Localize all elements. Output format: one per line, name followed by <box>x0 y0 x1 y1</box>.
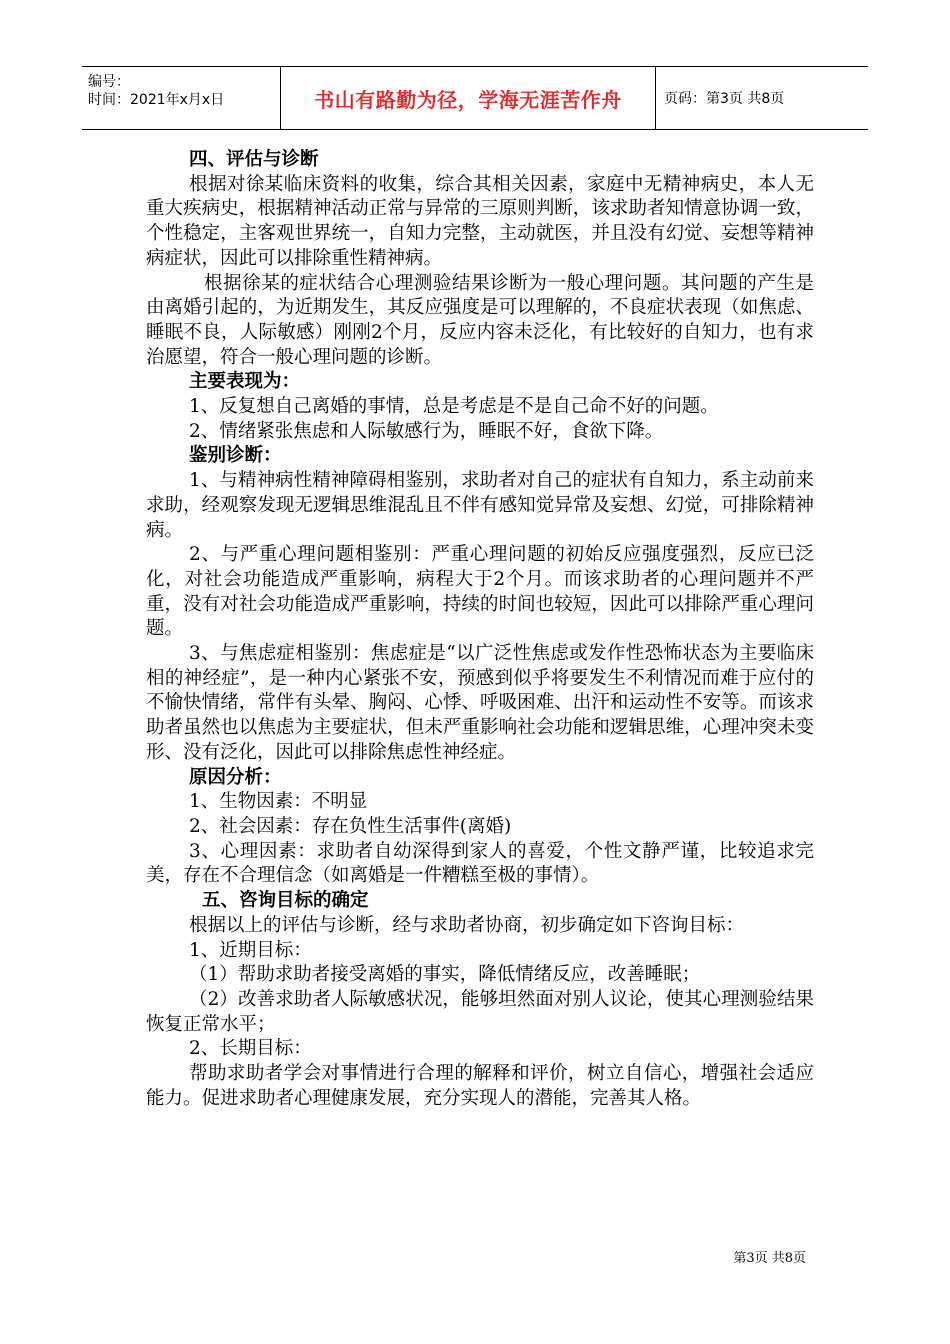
list-item: 1、与精神病性精神障碍相鉴别，求助者对自己的症状有自知力，系主动前来求助，经观察发现无逻辑思维混乱且不伴有感知觉异常及妄想、幻觉，可排除精神病。 <box>146 470 814 541</box>
list-item: （2）改善求助者人际敏感状况，能够坦然面对别人议论，使其心理测验结果恢复正常水平； <box>146 988 814 1035</box>
subheading-near-term-goals: 1、近期目标： <box>189 939 312 961</box>
header-slogan <box>281 67 656 129</box>
list-item: 1、生物因素：不明显 <box>189 791 368 813</box>
page-number-label: 页码：第3页 共8页 <box>664 91 785 107</box>
paragraph: 根据徐某的症状结合心理测验结果诊断为一般心理问题。其问题的产生是由离婚引起的，为近期发生，其反应强度是可以理解的，不良症状表现（如焦虑、睡眠不良，人际敏感）刚刚2个月，反应内容未泛化，有比较好的自知力，也有求治愿望，符合一般心理问题的诊断。 <box>146 272 814 368</box>
document-body <box>146 148 814 1111</box>
list-item: 3、心理因素：求助者自幼深得到家人的喜爱，个性文静严谨，比较追求完美，存在不合理信念（如离婚是一件糟糕至极的事情）。 <box>146 840 814 887</box>
page-footer: 第3页 共8页 <box>733 1251 806 1266</box>
date-label: 时间：2021年x月x日 <box>88 92 225 108</box>
list-item: 3、与焦虑症相鉴别：焦虑症是“以广泛性焦虑或发作性恐怖状态为主要临床相的神经症”，是一种内心紧张不安，预感到似乎将要发生不利情况而难于应付的不愉快情绪，常伴有头晕、胸闷、心悸、呼吸困难、出汗和运动性不安等。而该求助者虽然也以焦虑为主要症状，但未严重影响社会功能和逻辑思维，心理冲突未变形、没有泛化，因此可以排除焦虑性神经症。 <box>146 643 814 763</box>
page-header <box>82 66 868 130</box>
header-meta <box>82 67 281 129</box>
list-item: 2、社会因素：存在负性生活事件(离婚) <box>189 815 512 837</box>
section-4-title: 四、评估与诊断 <box>189 149 319 170</box>
paragraph: 帮助求助者学会对事情进行合理的解释和评价，树立自信心，增强社会适应能力。促进求助者心理健康发展，充分实现人的潜能，完善其人格。 <box>146 1063 814 1109</box>
list-item: 1、反复想自己离婚的事情，总是考虑是不是自己命不好的问题。 <box>189 396 719 418</box>
paragraph: 根据对徐某临床资料的收集，综合其相关因素，家庭中无精神病史，本人无重大疾病史，根据精神活动正常与异常的三原则判断，该求助者知情意协调一致，个性稳定，主客观世界统一，自知力完整，主动就医，并且没有幻觉、妄想等精神病症状，因此可以排除重性精神病。 <box>146 173 814 269</box>
list-item: （1）帮助求助者接受离婚的事实，降低情绪反应，改善睡眠； <box>189 964 701 986</box>
subheading-main-symptoms: 主要表现为： <box>189 371 301 393</box>
list-item: 2、情绪紧张焦虑和人际敏感行为，睡眠不好，食欲下降。 <box>189 420 664 442</box>
subheading-cause-analysis: 原因分析： <box>189 766 282 788</box>
number-label: 编号： <box>88 74 130 90</box>
subheading-long-term-goals: 2、长期目标： <box>189 1038 312 1060</box>
list-item: 2、与严重心理问题相鉴别：严重心理问题的初始反应强度强烈，反应已泛化，对社会功能造成严重影响，病程大于2个月。而该求助者的心理问题并不严重，没有对社会功能造成严重影响，持续的时间也较短，因此可以排除严重心理问题。 <box>146 544 814 640</box>
section-5-title: 五、咨询目标的确定 <box>202 890 369 912</box>
paragraph: 根据以上的评估与诊断，经与求助者协商，初步确定如下咨询目标： <box>189 914 745 936</box>
slogan-text: 书山有路勤为径，学海无涯苦作舟 <box>314 87 622 112</box>
subheading-differential-diagnosis: 鉴别诊断： <box>189 445 282 467</box>
